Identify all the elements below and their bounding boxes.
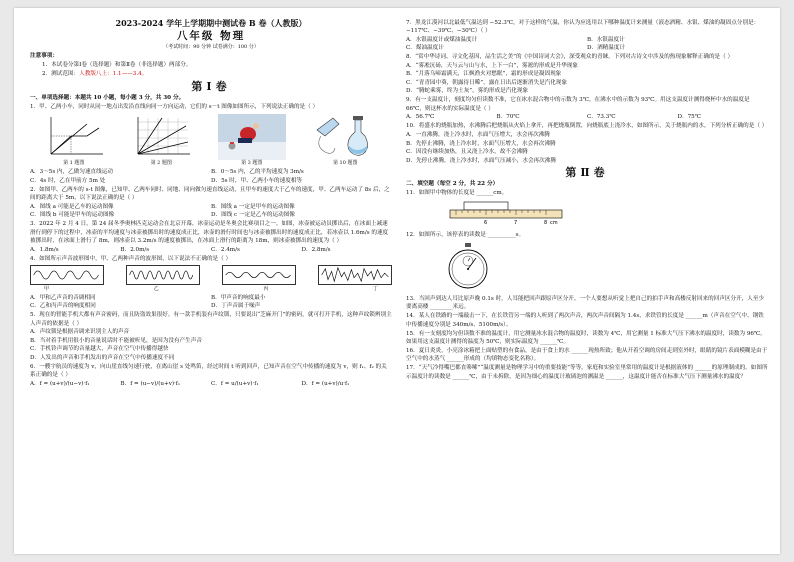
question-3-options [30,246,392,254]
q1-option-a[interactable]: A．3～5s 内，乙做匀速直线运动 [30,169,113,176]
waveform-3-icon [222,265,296,285]
q2-option-b[interactable]: B．图线 a 一定是甲车的运动图像 [211,204,295,211]
q10-option-d[interactable]: D．先停止沸腾，浇上冷水时，水面气压减小，水会再次沸腾 [406,157,556,164]
q2-option-a[interactable]: A．图线 a 可能是乙车的运动图像 [30,204,114,211]
grid-graph-icon [130,114,192,160]
q3-option-b[interactable]: B．2.0m/s [120,247,150,254]
question-7-options [406,36,768,53]
question-9-options [406,113,768,121]
question-2: 2．如图甲、乙两车的 s-t 图像，已知甲、乙两车同时、同地、同向做匀速直线运动，且甲车的速度大于乙车的速度，甲、乙两车运动了 8s 后，之间的距离大于 5m，以下说法正确的是（ ） [30,186,390,202]
question-5: 5．现在的智能手机大都有声音密码，而且防盗效果很好。有一款手机装有声纹锁，只要说出“芝麻开门”的密码，就可打开手机，这种声纹锁辨别主人声音的依据是（ ） [30,312,392,327]
curling-photo-icon [218,114,286,160]
question-14: 14．某人在铁路的一端敲击一下，在长铁管另一端的人听到了两次声音，两次声音间隔为 1.4s，求铁管的长度是 ______m（声音在空气中、钢铁中传播速度分别是 340m/s、5100m/s）。 [406,313,764,328]
q6-option-c[interactable]: C．f = u/(u+v)·f₁ [211,380,259,387]
question-5-options [30,328,392,362]
st-graph-icon [43,114,105,160]
q5-option-b[interactable]: B．当对着手机用很小的音量说话时不能被听见，是因为没有产生声音 [30,337,202,344]
q1-option-d[interactable]: D．5s 时，甲、乙两小车的速度相等 [211,177,303,184]
question-1-options [30,168,392,185]
q9-option-b[interactable]: B．70℃ [496,114,520,121]
exam-title: 2023-2024 学年上学期期中测试卷 B 卷（人教版） [115,18,307,28]
question-12: 12．如图所示，该停表的读数是 __________s。 [406,232,525,239]
q3-option-d[interactable]: D．2.8m/s [301,247,331,254]
q8-option-d[interactable]: D．“腾蛇乘雾，终为土灰”，雾的形成是汽化现象 [406,88,529,95]
ruler-num-1: 6 [484,219,488,226]
q10-option-a[interactable]: A．一直沸腾，浇上冷水时，水面气压增大，水会再次沸腾 [406,132,550,139]
waveform-2-icon [126,265,200,285]
q5-option-a[interactable]: A．声纹锁是根据音调来识别主人的声音 [30,329,130,336]
q2-option-c[interactable]: C．图线 b 可能是甲车的运动图像 [30,212,115,219]
q9-option-d[interactable]: D．75℃ [677,114,701,121]
question-17: 17．“天气冷得嘴巴都直哆嗦”“温度测量是物理学习中的重要技能”等等，家庭和实验室里常用的温度计是根据液体的 ______的原理制成的。如图所示温度计的读数是 ______℃，由于未拆除，是因为细心的温度计玻璃泡的测温是 ______，这温度计能否在标准大气压下测量沸水的温度？ [406,365,768,380]
question-6: 6．一艘宇航员的速度为 v，向山崖直线匀速行驶，在离山崖 s 处鸣笛，经过时间 t 听到回声，已知声音在空气中传播的速度为 v，则 f₁、f₂ 的关系正确的是（ ） [30,363,387,378]
q2-option-d[interactable]: D．图线 c 一定是乙车的运动图像 [211,212,295,219]
q4-option-c[interactable]: C．乙和丙声音的响度相同 [30,303,96,310]
waveform-row [30,265,392,285]
question-8: 8．“赏中华诗词、寻文化基因，品生活之美”的《中国诗词大会》，深受观众的青睐。下列对古诗文中涉及的热现象解释正确的是（ ） [406,54,734,61]
exam-subject: 八年级 物理 [176,30,246,42]
figure-3-caption: 第 3 题图 [241,160,263,167]
q6-option-a[interactable]: A．f = (u+v)/(u−v)·f₁ [30,380,90,387]
wave-label-2: 乙 [153,286,159,293]
q9-option-c[interactable]: C．73.3℃ [587,114,616,121]
question-13: 13．当回声到达人耳比原声晚 0.1s 时，人耳能把回声跟原声区分开。一个人要想从听觉上把自己的拍手声和高楼反射回来的回声区分开，人至少要离高楼 ________米远。 [406,295,765,311]
figure-3 [218,114,286,167]
figure-1 [43,114,105,167]
q8-option-c[interactable]: C．“青青园中葵，朝露待日晞”，露在日出后逐渐消失是汽化现象 [406,79,568,86]
wave-label-4: 丁 [372,286,378,293]
q5-option-c[interactable]: C．手机铃声调节的音量越大，声音在空气中传播得越快 [30,346,169,353]
ruler-icon [446,200,566,226]
ruler-num-3: 8 [544,219,548,226]
q7-option-a[interactable]: A．水银温度计或煤油温度计 [406,36,478,43]
q7-option-c[interactable]: C．煤油温度计 [406,45,444,52]
notes-title: 注意事项： [30,52,58,59]
question-1: 1．甲、乙两小车，同时从同一地点出发沿直线向同一方向运动，它们的 s－t 图像如图所示，下列说法正确的是（ ） [30,104,319,111]
left-column [30,18,392,388]
question-10-options [406,131,768,165]
q1-option-c[interactable]: C．4s 时，乙在甲前方 5m 处 [30,177,106,184]
q7-option-b[interactable]: B．水银温度计 [587,36,625,43]
wave-label-1: 甲 [44,286,50,293]
question-9: 9．有一支温度计，刻度均匀但读数不准，它在冰水混合物中的示数为 3℃，在沸水中的示数为 93℃。用这支温度计测得烧杯中水的温度是 66℃，则这杯水的实际温度是（ ） [406,97,750,112]
note-2 [30,70,392,78]
q4-option-b[interactable]: B．甲声音的响度最小 [211,294,266,301]
exam-page [14,8,780,554]
question-15: 15．有一支刻度均匀但读数不准的温度计，用它测量冰水混合物的温度时，读数为 4℃，用它测量 1 标准大气压下沸水的温度时，读数为 96℃。如果用这支温度计测得的温度为 50℃，则实际温度为 ______℃。 [406,330,766,345]
q4-option-d[interactable]: D．丁声音属于噪声 [211,303,261,310]
figure-10-caption: 第 10 题图 [332,160,358,167]
exam-meta: （考试时间：90 分钟 试卷满分：100 分） [163,44,259,50]
note-2-prefix: 2．测试范围： [42,70,80,77]
figure-1-caption: 第 1 题图 [63,160,85,167]
waveform-labels [30,285,392,293]
q8-option-a[interactable]: A．“雾凇沆砀，天与云与山与水，上下一白”，雾凇的形成是升华现象 [406,63,578,70]
ruler-figure [446,200,768,229]
note-1: 1．本试卷分第Ⅰ卷（选择题）和第Ⅱ卷（非选择题）两部分。 [42,61,192,68]
section-2-title: 第Ⅱ卷 [565,165,609,179]
q4-option-a[interactable]: A．甲和乙声音的音调相同 [30,294,96,301]
figure-2-caption: 第 2 题图 [150,160,172,167]
question-6-options [30,380,392,388]
q6-option-d[interactable]: D．f = (u+v)/u·f₁ [301,380,350,387]
q5-option-d[interactable]: D．人发出的声音和手机发出的声音在空气中传播速度不同 [30,354,175,361]
q8-option-b[interactable]: B．“月落乌啼霜满天，江枫渔火对愁眠”，霜的形成是凝固现象 [406,71,562,78]
note-2-range: 人教版八上：1.1——3.4。 [79,70,148,77]
question-10: 10．将盛水的烧瓶加热，水沸腾后把烧瓶从火焰上拿开，再把烧瓶倒置，向烧瓶底上浇冷水，如图所示，关于烧瓶内的水，下列分析正确的是（ ） [406,123,768,130]
question-7: 7．黑龙江漠河以北最低气温达到 −52.3℃，对于这样的气温，你认为应选用以下哪种温度计来测量（液态酒精、水银、煤油的凝固点分别是：−117℃、−39℃、−30℃）（ ） [406,19,760,34]
question-3: 3．2022 年 2 月 4 日，第 24 届冬季奥林匹克运动会在北京开幕，冰壶运动是冬奥会比赛项目之一。如图，冰壶被运动员掷出后，在冰面上减速滑行到停下的过程中，冰壶的平均速度与冰壶被掷出时的速度成正比，冰壶的滑行时间也与冰壶被掷出时的速度成正比，若冰壶以 1.6m/s 的速度被掷出时，在冰面上滑行了 8m，则冰壶以 3.2m/s 的速度被掷出，在冰面上滑行的距离为 18m，则冰壶被掷出的速度为（ ） [30,221,389,245]
question-4: 4．如图所示声音波形图中，甲、乙两种声音的波形图，以下说法不正确的是（ ） [30,256,232,262]
figure-row [30,114,392,167]
choice-intro: 一、单项选择题：本题共 10 小题，每小题 3 分，共 30 分。 [30,95,185,102]
q9-option-a[interactable]: A．56.7℃ [406,114,435,121]
ruler-unit: cm [550,219,558,226]
stopwatch-icon [446,242,490,290]
q10-option-c[interactable]: C．因没有继续加热，且又浇上冷水，故不会沸腾 [406,149,528,156]
wave-label-3: 丙 [263,286,269,293]
stopwatch-figure [446,242,768,293]
question-4-options [30,294,392,311]
q1-option-b[interactable]: B．0～5s 内，乙的平均速度为 3m/s [211,169,304,176]
question-8-options [406,62,768,96]
q6-option-b[interactable]: B．f = (u−v)/(u+v)·f₁ [120,380,181,387]
q7-option-d[interactable]: D．酒精温度计 [587,45,626,52]
figure-10 [311,114,379,167]
section-1-title: 第Ⅰ卷 [191,79,231,93]
fill-intro: 二、填空题（每空 2 分，共 22 分） [406,181,499,188]
ruler-num-2: 7 [514,219,518,226]
q10-option-b[interactable]: B．先停止沸腾，浇上冷水时，水面气压增大，水会再次沸腾 [406,140,556,147]
right-column [406,18,768,382]
question-16: 16．夏日炎炎，小亮涂冰箱把上面贴塑的有食品，是由于食上的水 ______现热所致；他从开着空调的房间走到室外时，眼睛的镜片表面模糊是由于空气中的水蒸气 ______形成的（均填物态变化名称）。 [406,347,768,363]
flask-icon [311,114,379,160]
question-11: 11．如图甲中物体的长度是 ______cm。 [406,190,508,197]
waveform-1-icon [30,265,104,285]
figure-2 [130,114,192,167]
waveform-4-icon [318,265,392,285]
q3-option-c[interactable]: C．2.4m/s [211,247,240,254]
q3-option-a[interactable]: A．1.8m/s [30,247,59,254]
question-2-options [30,203,392,220]
